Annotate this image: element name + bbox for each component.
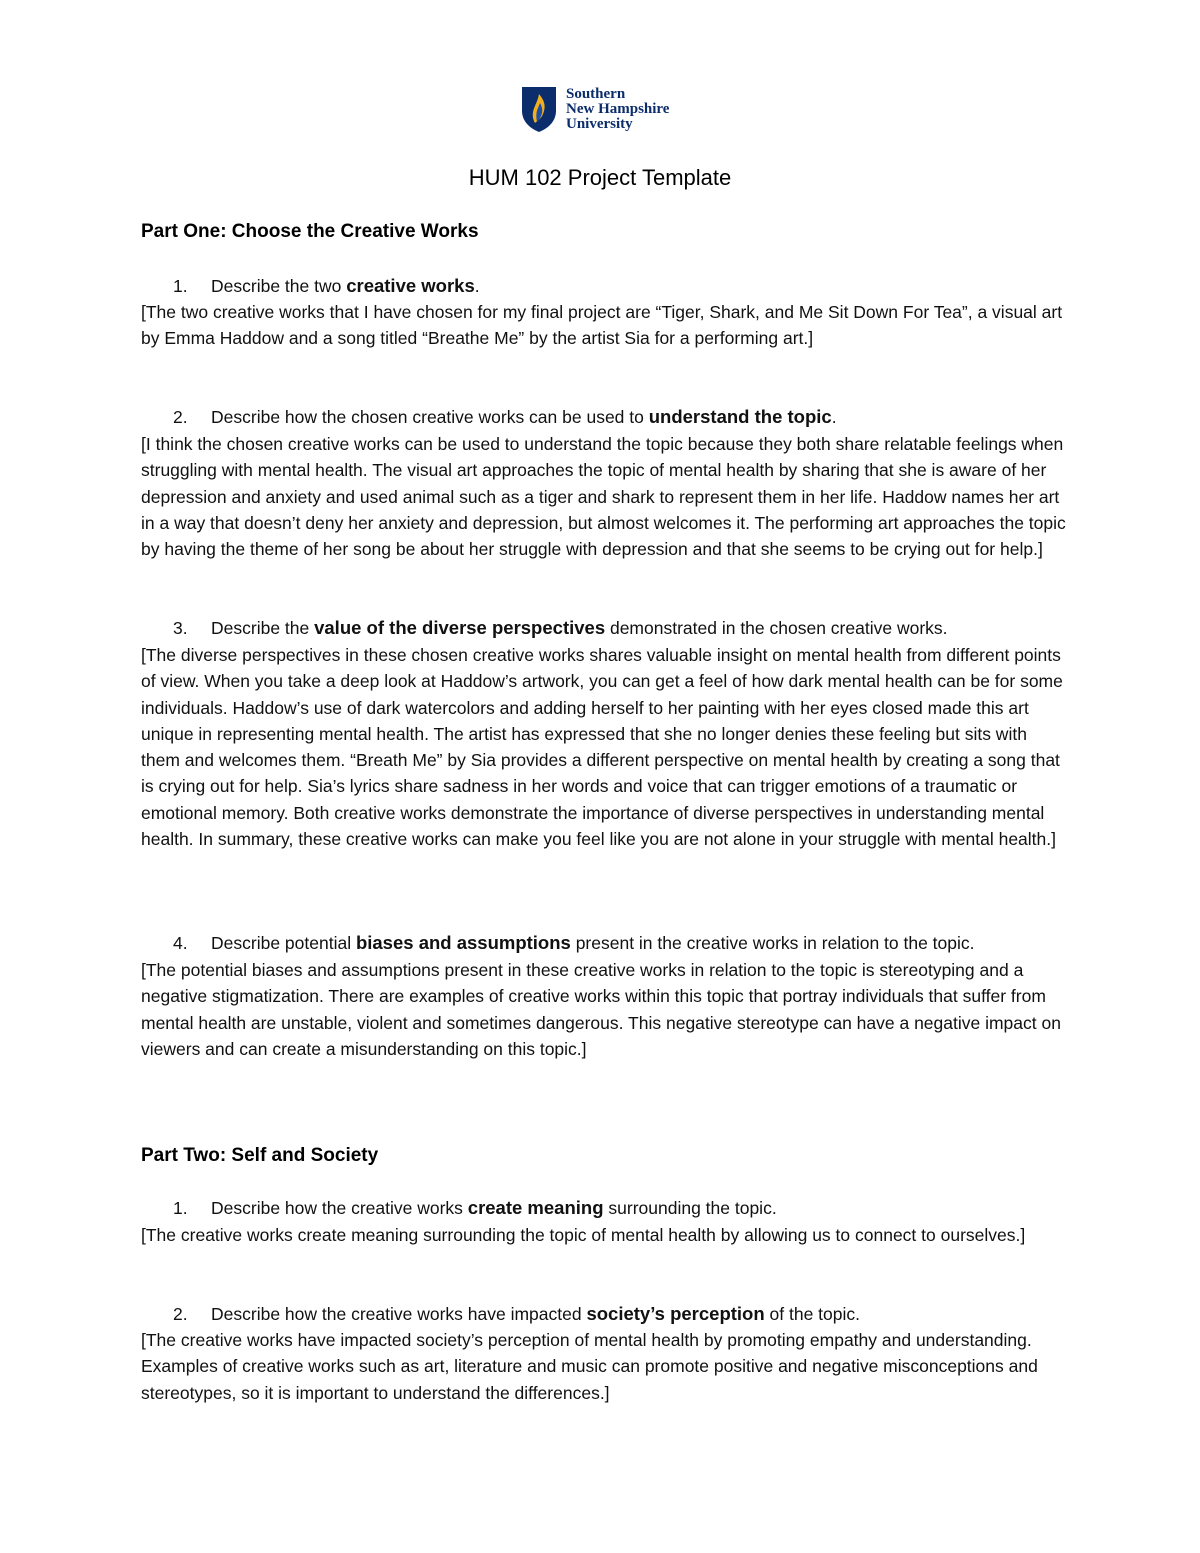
question-keyword: understand the topic — [648, 406, 832, 427]
part-two-answer-2: [The creative works have impacted society’s perception of mental health by promoting empathy and understanding. Examples of creative works such as art, literature and music can promote positive and negative misconceptions and stereotypes, so it is important to understand the differences.] — [141, 1330, 1038, 1403]
question-number: 4. — [173, 933, 188, 953]
part-one-answer-2: [I think the chosen creative works can be used to understand the topic because they both share relatable feelings when struggling with mental health. The visual art approaches the topic of mental health by sharing that she is aware of her depression and anxiety and used animal such as a tiger and shark to represent them in her life. Haddow names her art in a way that doesn’t deny her anxiety and depression, but almost welcomes it. The performing art approaches the topic by having the theme of her song be about her struggle with depression and that she seems to be crying out for help.] — [141, 434, 1066, 560]
question-keyword: create meaning — [467, 1197, 604, 1218]
part-two-heading: Part Two: Self and Society — [141, 1145, 379, 1166]
document-title: HUM 102 Project Template — [468, 165, 732, 190]
question-text: Describe the two — [211, 276, 347, 296]
part-one-question-3 — [173, 616, 1073, 640]
question-text: Describe how the creative works — [211, 1198, 468, 1218]
question-number: 1. — [173, 276, 188, 296]
question-keyword: value of the diverse perspectives — [314, 617, 606, 638]
question-keyword: creative works — [346, 275, 475, 296]
part-two-question-2 — [173, 1302, 1073, 1326]
question-number: 1. — [173, 1198, 188, 1218]
question-text: Describe potential — [211, 933, 356, 953]
part-one-question-2 — [173, 405, 1073, 429]
question-text: Describe how the creative works have impacted — [211, 1304, 587, 1324]
question-text-end: surrounding the topic. — [603, 1198, 777, 1218]
question-keyword: biases and assumptions — [355, 932, 571, 953]
question-keyword: society’s perception — [586, 1303, 765, 1324]
part-two-question-1 — [173, 1196, 1073, 1220]
shield-flame-icon — [520, 85, 558, 133]
part-one-answer-3: [The diverse perspectives in these chosen creative works shares valuable insight on mental health from different points of view. When you take a deep look at Haddow’s artwork, you can get a feel of how dark mental health can be for some individuals. Haddow’s use of dark watercolors and adding herself to her painting with her eyes closed made this art unique in representing mental health. The artist has expressed that she no longer denies these feeling but sits with them and welcomes them. “Breath Me” by Sia provides a different perspective on mental health by creating a song that is crying out for help. Sia’s lyrics share sadness in her words and voice that can trigger emotions of a traumatic or emotional memory. Both creative works demonstrate the importance of diverse perspectives in understanding mental health. In summary, these creative works can make you feel like you are not alone in your struggle with mental health.] — [141, 645, 1063, 850]
question-number: 3. — [173, 618, 188, 638]
part-one-question-1 — [173, 274, 1073, 298]
part-one-answer-4: [The potential biases and assumptions present in these creative works in relation to the topic is stereotyping and a negative stigmatization. There are examples of creative works within this topic that portray individuals that suffer from mental health are unstable, violent and sometimes dangerous. This negative stereotype can have a negative impact on viewers and can create a misunderstanding on this topic.] — [141, 960, 1061, 1059]
university-name: Southern New Hampshire University — [566, 85, 670, 132]
question-text-end: . — [474, 276, 480, 296]
university-logo — [520, 84, 700, 134]
part-one-question-4 — [173, 931, 1073, 955]
part-one-answer-1: [The two creative works that I have chosen for my final project are “Tiger, Shark, and Me Sit Down For Tea”, a visual art by Emma Haddow and a song titled “Breathe Me” by the artist Sia for a performing art.] — [141, 302, 1063, 349]
question-number: 2. — [173, 1304, 188, 1324]
question-text-end: of the topic. — [764, 1304, 861, 1324]
question-text: Describe the — [211, 618, 315, 638]
question-text-end: present in the creative works in relation to the topic. — [570, 933, 975, 953]
question-text: Describe how the chosen creative works can be used to — [211, 407, 649, 427]
question-number: 2. — [173, 407, 188, 427]
part-one-heading: Part One: Choose the Creative Works — [141, 221, 479, 242]
question-text-end: . — [831, 407, 837, 427]
part-two-answer-1: [The creative works create meaning surrounding the topic of mental health by allowing us to connect to ourselves.] — [141, 1225, 1026, 1245]
question-text-end: demonstrated in the chosen creative works. — [605, 618, 948, 638]
